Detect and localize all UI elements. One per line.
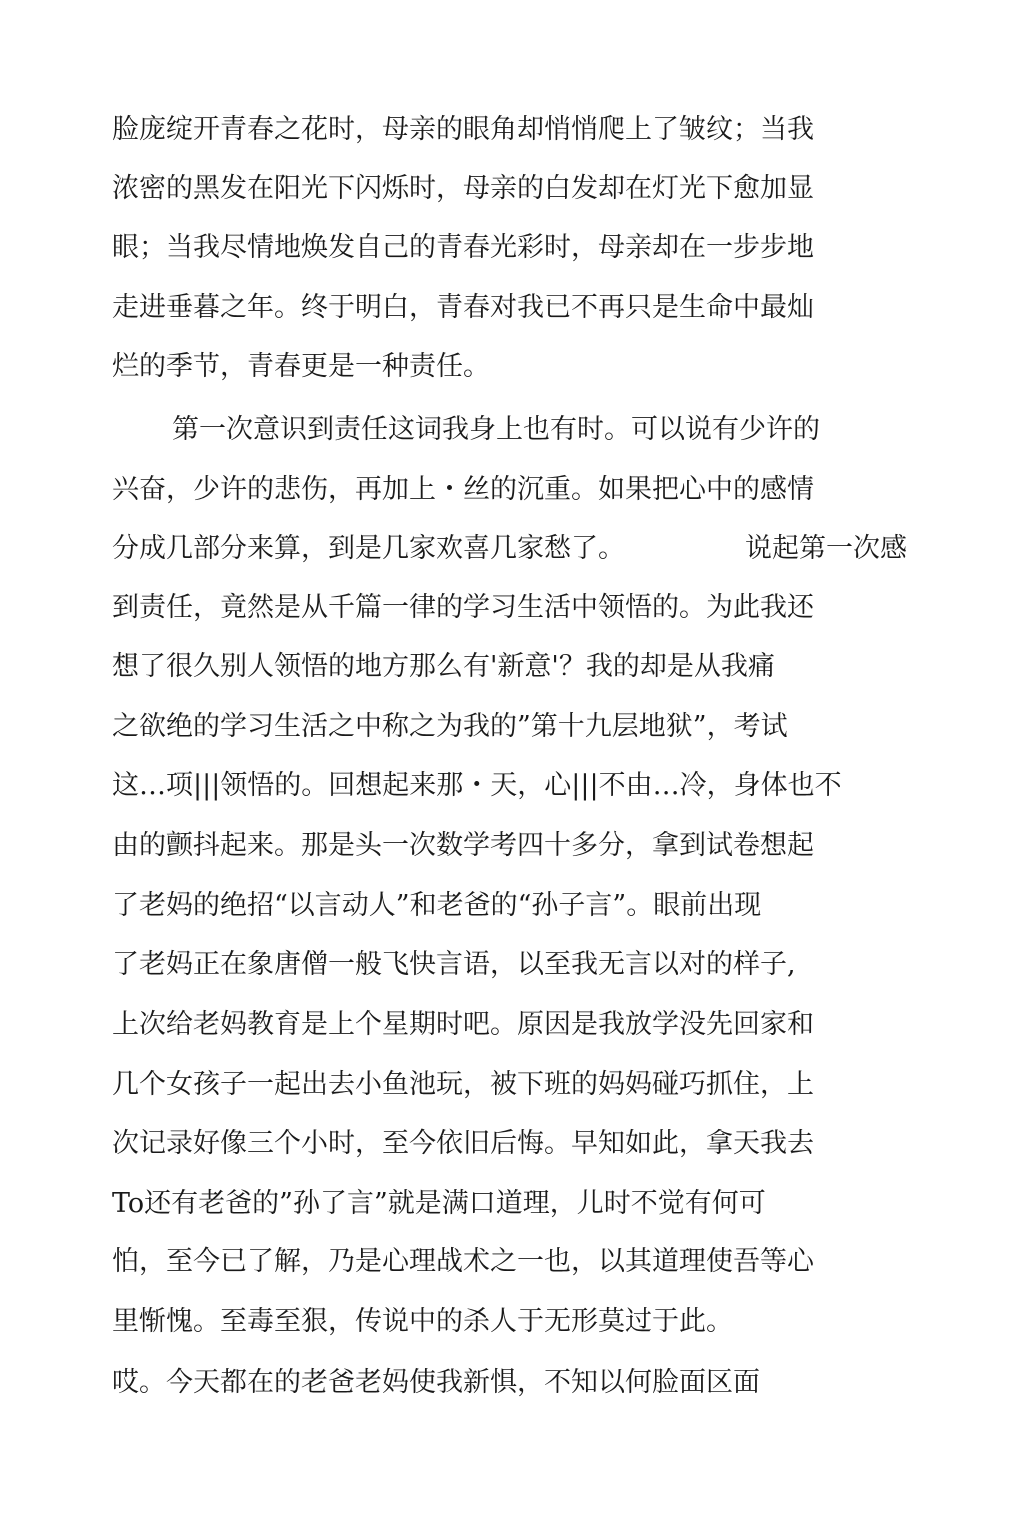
text-line-14: 了老妈的绝招“以言动人”和老爸的“孙子言”。眼前出现 bbox=[112, 890, 762, 921]
text-line-5: 烂的季节，青春更是一种责任。 bbox=[112, 351, 490, 382]
text-line-16: 上次给老妈教育是上个星期时吧。原因是我放学没先回家和 bbox=[112, 1009, 814, 1040]
text-line-10: 想了很久别人领悟的地方那么有'新意'？我的却是从我痛 bbox=[112, 651, 775, 682]
text-line-22: 哎。今天都在的老爸老妈使我新惧，不知以何脸面区面 bbox=[112, 1367, 760, 1398]
text-line-3: 眼；当我尽情地焕发自己的青春光彩时，母亲却在一步步地 bbox=[112, 232, 814, 263]
text-line-2: 浓密的黑发在阳光下闪烁时，母亲的白发却在灯光下愈加显 bbox=[112, 173, 814, 204]
text-line-7: 兴奋，少许的悲伤，再加上・丝的沉重。如果把心中的感情 bbox=[112, 474, 814, 505]
text-line-8: 分成几部分来算，到是几家欢喜几家愁了。 bbox=[112, 533, 625, 564]
text-line-21: 里惭愧。至毒至狠，传说中的杀人于无形莫过于此。 bbox=[112, 1306, 733, 1337]
text-line-18: 次记录好像三个小时，至今依旧后悔。早知如此，拿天我去 bbox=[112, 1128, 814, 1159]
text-line-19: To还有老爸的”孙了言”就是满口道理，儿时不觉有何可 bbox=[112, 1188, 766, 1219]
text-line-4: 走进垂暮之年。终于明白，青春对我已不再只是生命中最灿 bbox=[112, 292, 814, 323]
text-line-1: 脸庞绽开青春之花时，母亲的眼角却悄悄爬上了皱纹；当我 bbox=[112, 114, 814, 145]
text-line-17: 几个女孩子一起出去小鱼池玩，被下班的妈妈碰巧抓住，上 bbox=[112, 1069, 814, 1100]
text-line-9: 到责任，竟然是从千篇一律的学习生活中领悟的。为此我还 bbox=[112, 592, 814, 623]
text-line-11: 之欲绝的学习生活之中称之为我的”第十九层地狱”，考试 bbox=[112, 711, 788, 742]
text-line-12: 这…项|||领悟的。回想起来那・天，心|||不由…冷，身体也不 bbox=[112, 770, 842, 801]
text-line-20: 怕，至今已了解，乃是心理战术之一也，以其道理使吾等心 bbox=[112, 1246, 814, 1277]
paragraph-start-line: 第一次意识到责任这词我身上也有时。可以说有少许的 bbox=[172, 414, 820, 445]
text-line-8-tail: 说起第一次感 bbox=[745, 533, 907, 564]
text-line-13: 由的颤抖起来。那是头一次数学考四十多分，拿到试卷想起 bbox=[112, 830, 814, 861]
text-line-15: 了老妈正在象唐僧一般飞快言语，以至我无言以对的样子, bbox=[112, 949, 796, 980]
